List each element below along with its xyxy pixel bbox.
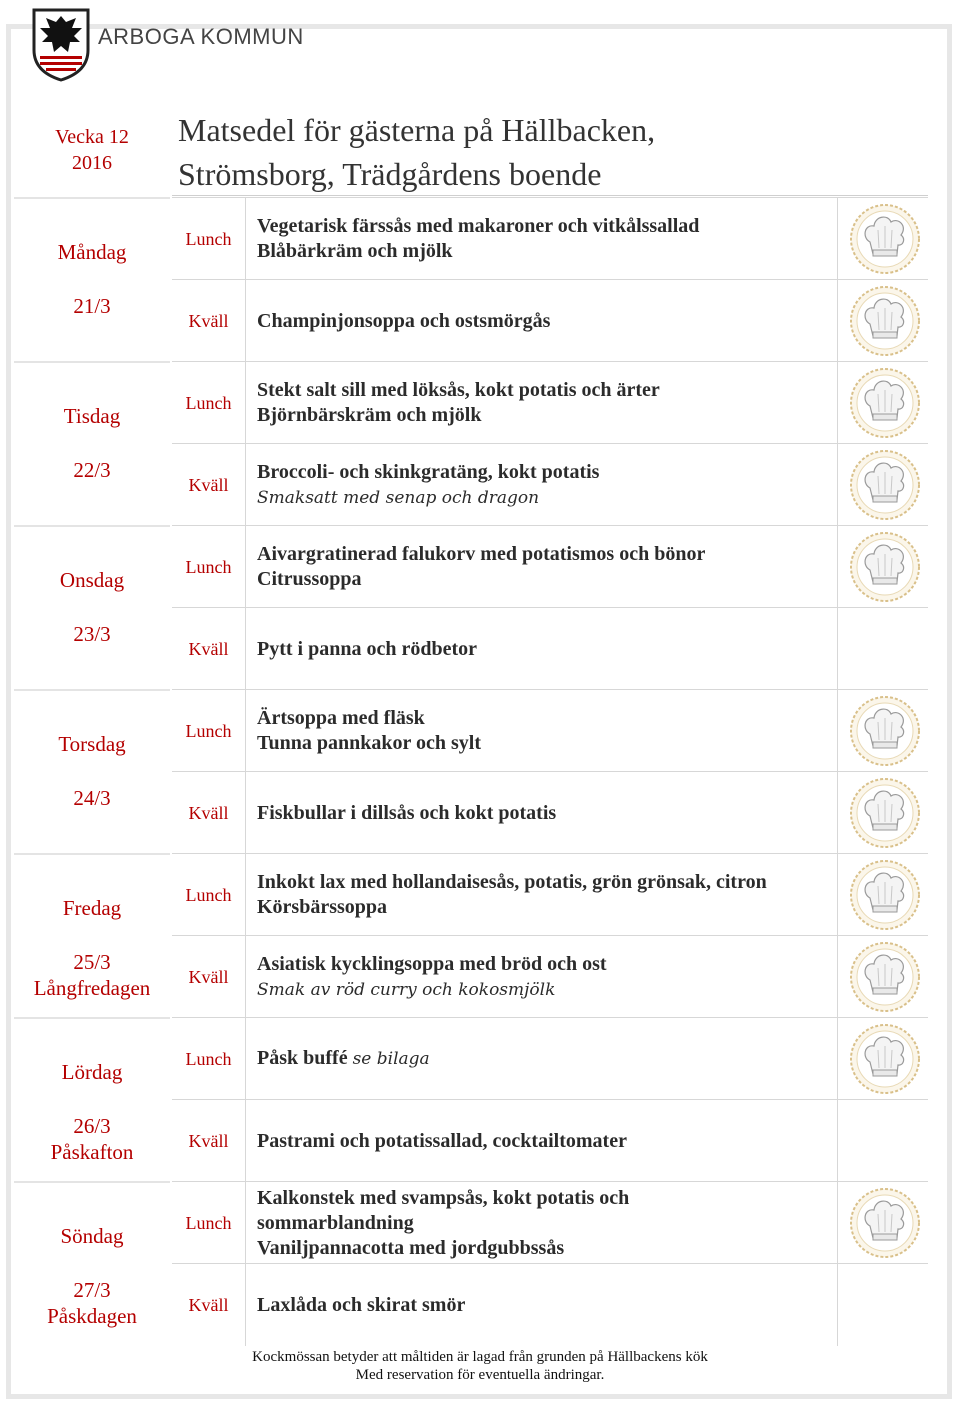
dish-line xyxy=(257,485,837,511)
dish-line xyxy=(257,403,837,428)
dinner-row-onsdag xyxy=(172,607,928,690)
dinner-row-fredag xyxy=(172,935,928,1018)
dish-description xyxy=(257,1100,837,1182)
day-block-torsdag xyxy=(14,689,170,855)
dish-text: Fiskbullar i dillsås och kokt potatis xyxy=(257,801,557,824)
dish-line xyxy=(257,706,837,731)
chef-hat-icon xyxy=(848,202,922,276)
meal-label: Lunch xyxy=(172,362,246,444)
meal-label: Lunch xyxy=(172,198,246,280)
day-date-value: 22/3 xyxy=(73,458,111,482)
chef-hat-icon xyxy=(848,1022,922,1096)
day-block-söndag xyxy=(14,1181,170,1347)
day-date xyxy=(14,785,170,811)
day-name: Fredag xyxy=(62,896,122,920)
dish-text: Smaksatt med senap och dragon xyxy=(257,487,540,508)
title-divider xyxy=(172,195,928,196)
chef-hat-cell xyxy=(837,1264,929,1346)
day-date-value: 26/3 xyxy=(73,1114,111,1138)
dish-line xyxy=(257,214,837,239)
dish-text: Vaniljpannacotta med jordgubbssås xyxy=(257,1236,565,1259)
meal-label: Kväll xyxy=(172,1264,246,1346)
dish-text: Ärtsoppa med fläsk xyxy=(257,707,425,729)
dinner-row-söndag xyxy=(172,1263,928,1346)
dish-line xyxy=(257,1046,837,1072)
dish-text: Stekt salt sill med löksås, kokt potatis och ärter xyxy=(257,379,660,401)
day-date xyxy=(14,949,170,1001)
day-date-value: 21/3 xyxy=(73,294,111,318)
lunch-row-måndag xyxy=(172,197,928,280)
dish-line xyxy=(257,1129,837,1154)
dish-line xyxy=(257,870,837,895)
dish-text: sommarblandning xyxy=(257,1211,414,1234)
chef-hat-cell xyxy=(837,690,929,772)
title-line-1: Matsedel för gästerna på Hällbacken, xyxy=(178,112,656,148)
dish-text: Asiatisk kycklingsoppa med bröd och ost xyxy=(257,952,607,975)
meal-label: Lunch xyxy=(172,1018,246,1100)
dish-description xyxy=(257,444,837,526)
dish-text: Kalkonstek med svampsås, kokt potatis och xyxy=(257,1186,630,1209)
day-date xyxy=(14,1113,170,1165)
day-block-onsdag xyxy=(14,525,170,691)
day-date-value: 23/3 xyxy=(73,622,111,646)
day-block-fredag xyxy=(14,853,170,1019)
chef-hat-cell xyxy=(837,1018,929,1100)
chef-hat-cell xyxy=(837,608,929,690)
chef-hat-icon xyxy=(848,448,922,522)
holiday-name: Påskafton xyxy=(50,1140,134,1164)
chef-hat-cell xyxy=(837,772,929,854)
chef-hat-cell xyxy=(837,444,929,526)
meal-label: Kväll xyxy=(172,1100,246,1182)
day-date-value: 27/3 xyxy=(73,1278,111,1302)
dish-line xyxy=(257,801,837,826)
dish-line xyxy=(257,977,837,1003)
week-number: Vecka 12 xyxy=(55,126,129,148)
footer xyxy=(0,1348,960,1384)
dinner-row-måndag xyxy=(172,279,928,362)
meal-label: Kväll xyxy=(172,444,246,526)
dish-description xyxy=(257,936,837,1018)
footer-note: Med reservation för eventuella ändringar. xyxy=(355,1367,605,1383)
day-name: Onsdag xyxy=(59,568,125,592)
day-name: Lördag xyxy=(61,1060,123,1084)
chef-hat-icon xyxy=(848,530,922,604)
coat-of-arms-logo xyxy=(30,6,92,82)
chef-hat-icon xyxy=(848,940,922,1014)
chef-hat-icon xyxy=(848,366,922,440)
chef-hat-cell xyxy=(837,1182,929,1264)
lunch-row-tisdag xyxy=(172,361,928,444)
lunch-row-onsdag xyxy=(172,525,928,608)
dish-line xyxy=(257,542,837,567)
dish-text: Inkokt lax med hollandaisesås, potatis, grön grönsak, citron xyxy=(257,871,767,893)
dish-line xyxy=(257,309,837,334)
chef-hat-icon xyxy=(848,284,922,358)
dish-line xyxy=(257,567,837,592)
day-date-value: 24/3 xyxy=(73,786,111,810)
chef-hat-icon xyxy=(848,694,922,768)
title-line-2: Strömsborg, Trädgårdens boende xyxy=(178,156,602,192)
dish-line xyxy=(257,1236,837,1261)
meal-label: Lunch xyxy=(172,854,246,936)
dish-text: Aivargratinerad falukorv med potatismos och bönor xyxy=(257,543,706,565)
chef-hat-cell xyxy=(837,280,929,362)
day-date xyxy=(14,457,170,483)
dish-text: Pastrami och potatissallad, cocktailtomater xyxy=(257,1129,627,1152)
day-block-tisdag xyxy=(14,361,170,527)
dinner-row-lördag xyxy=(172,1099,928,1182)
dinner-row-torsdag xyxy=(172,771,928,854)
dish-text: Champinjonsoppa och ostsmörgås xyxy=(257,309,551,332)
chef-hat-icon xyxy=(848,776,922,850)
holiday-name: Långfredagen xyxy=(33,976,151,1000)
chef-hat-cell xyxy=(837,854,929,936)
dish-line xyxy=(257,1293,837,1318)
day-name: Tisdag xyxy=(63,404,121,428)
dinner-row-tisdag xyxy=(172,443,928,526)
day-block-måndag xyxy=(14,197,170,363)
meal-label: Kväll xyxy=(172,280,246,362)
dish-line xyxy=(257,239,837,264)
day-date xyxy=(14,1277,170,1329)
dish-description xyxy=(257,362,837,444)
dish-description xyxy=(257,854,837,936)
dish-line xyxy=(257,731,837,756)
day-name: Torsdag xyxy=(58,732,126,756)
dish-text: Vegetarisk färssås med makaroner och vitkålssallad xyxy=(257,215,700,237)
dish-text: Påsk buffé xyxy=(257,1047,348,1069)
dish-description xyxy=(257,608,837,690)
meal-label: Lunch xyxy=(172,526,246,608)
dish-line xyxy=(257,637,837,662)
dish-text: Broccoli- och skinkgratäng, kokt potatis xyxy=(257,460,600,483)
dish-description xyxy=(257,690,837,772)
dish-line xyxy=(257,895,837,920)
meal-label: Lunch xyxy=(172,1182,246,1264)
chef-hat-cell xyxy=(837,526,929,608)
week-label xyxy=(14,124,170,176)
day-block-lördag xyxy=(14,1017,170,1183)
dish-text: Laxlåda och skirat smör xyxy=(257,1293,466,1316)
dish-description xyxy=(257,1182,837,1264)
dish-text: Tunna pannkakor och sylt xyxy=(257,732,482,754)
lunch-row-torsdag xyxy=(172,689,928,772)
dish-description xyxy=(257,1018,837,1100)
dish-description xyxy=(257,772,837,854)
chef-hat-cell xyxy=(837,362,929,444)
dish-text: Smak av röd curry och kokosmjölk xyxy=(257,979,556,1000)
dish-line xyxy=(257,378,837,403)
day-name: Söndag xyxy=(60,1224,124,1248)
dish-note: se bilaga xyxy=(352,1049,430,1069)
dish-text: Björnbärskräm och mjölk xyxy=(257,404,482,426)
meal-label: Kväll xyxy=(172,772,246,854)
meal-label: Kväll xyxy=(172,936,246,1018)
lunch-row-lördag xyxy=(172,1017,928,1100)
week-year: 2016 xyxy=(72,152,112,174)
dish-line xyxy=(257,1186,837,1211)
day-date xyxy=(14,293,170,319)
dish-description xyxy=(257,280,837,362)
chef-hat-icon xyxy=(848,858,922,932)
day-date-value: 25/3 xyxy=(73,950,111,974)
holiday-name: Påskdagen xyxy=(47,1304,137,1328)
dish-line xyxy=(257,460,837,485)
dish-text: Körsbärssoppa xyxy=(257,896,388,918)
chef-hat-cell xyxy=(837,936,929,1018)
day-date xyxy=(14,621,170,647)
meal-label: Lunch xyxy=(172,690,246,772)
meal-label: Kväll xyxy=(172,608,246,690)
dish-description xyxy=(257,526,837,608)
day-name: Måndag xyxy=(57,240,127,264)
dish-line xyxy=(257,1211,837,1236)
chef-hat-cell xyxy=(837,1100,929,1182)
chef-hat-icon xyxy=(848,1186,922,1260)
dish-text: Citrussoppa xyxy=(257,568,362,590)
footer-legend: Kockmössan betyder att måltiden är lagad från grunden på Hällbackens kök xyxy=(252,1349,708,1365)
dish-text: Pytt i panna och rödbetor xyxy=(257,637,477,660)
dish-line xyxy=(257,952,837,977)
organization-name: ARBOGA KOMMUN xyxy=(98,24,304,49)
dish-description xyxy=(257,198,837,280)
chef-hat-cell xyxy=(837,198,929,280)
lunch-row-fredag xyxy=(172,853,928,936)
page-title xyxy=(178,108,655,196)
lunch-row-söndag xyxy=(172,1181,928,1264)
dish-description xyxy=(257,1264,837,1346)
dish-text: Blåbärkräm och mjölk xyxy=(257,240,453,262)
